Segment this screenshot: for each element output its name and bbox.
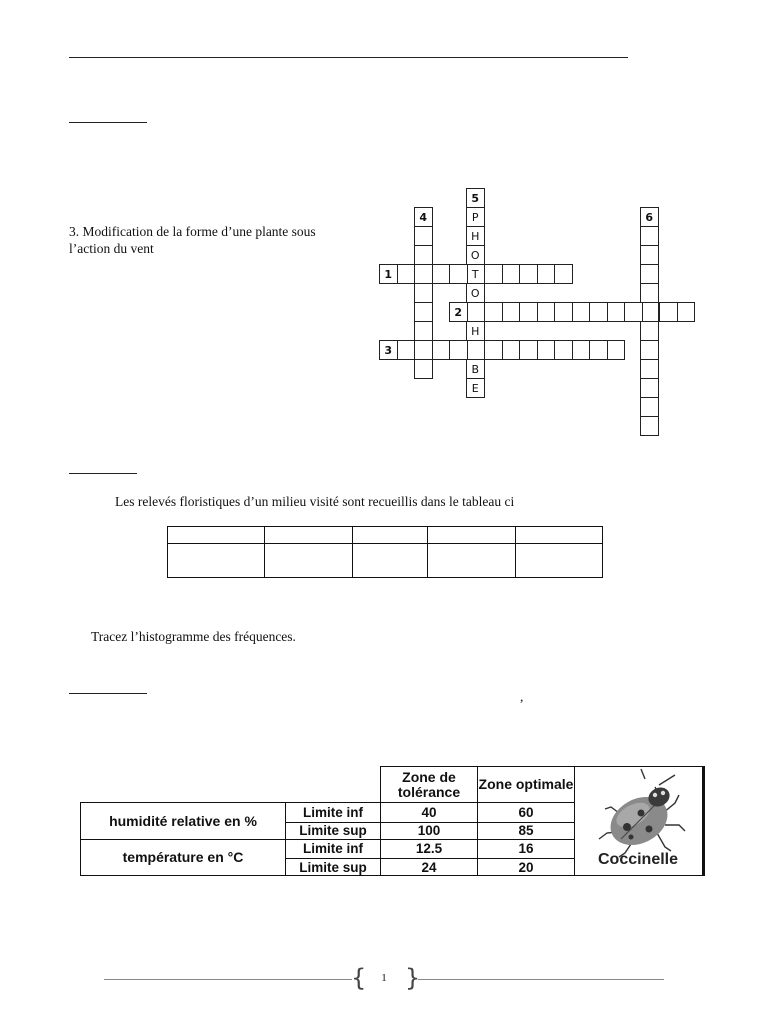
crossword-cell-6 [640,359,659,379]
row-optimale-value: 60 [518,804,534,820]
crossword-cell-2 [607,302,626,322]
row-limit-label: Limite inf [303,804,363,820]
crossword-cell-3 [519,340,538,360]
table-cell [168,527,265,544]
crossword-cell-1 [519,264,538,284]
crossword-cell-6 [640,264,659,284]
row-tolerance-value: 40 [421,804,437,820]
row-tolerance [381,839,478,859]
footer-brace-left-icon: { [351,964,367,992]
header-zone-tolerance-label: Zone de tolérance [397,768,461,800]
crossword-cell-5: O [466,245,485,265]
ladybug-caption: Coccinelle [597,851,679,868]
crossword-cell-5: B [466,359,485,379]
table-header-row [81,767,704,803]
row-tolerance [381,859,478,876]
row-optimale [478,822,575,839]
row-optimale-value: 16 [518,841,534,857]
crossword-cell-6 [640,378,659,398]
row-tolerance-value: 24 [421,859,437,875]
crossword-cell-1 [554,264,573,284]
row-limit-label: Limite sup [299,823,367,838]
section-rule-3 [69,693,147,694]
row-param-label: température en °C [122,849,244,866]
row-optimale [478,839,575,859]
crossword-cell-6 [640,302,659,322]
crossword-cell-1 [432,264,451,284]
crossword-cell-5: E [466,378,485,398]
table-row [168,527,603,544]
title-rule [69,57,628,58]
crossword-cell-4 [414,245,433,265]
crossword-cell-4 [414,226,433,246]
crossword-cell-3 [572,340,591,360]
page-number: 1 [381,972,387,984]
table-cell [353,527,428,544]
crossword-cell-6 [640,283,659,303]
crossword-cell-2 [537,302,556,322]
floristic-table [167,526,603,578]
crossword-cell-2 [484,302,503,322]
row-tolerance [381,803,478,823]
row-limit [286,859,381,876]
crossword-number-2: 2 [449,302,468,322]
floristic-intro: Les relevés floristiques d’un milieu visité sont recueillis dans le tableau ci [115,494,515,509]
crossword-cell-6 [640,416,659,436]
row-param-label: humidité relative en % [109,812,257,829]
crossword-cell-6 [640,340,659,360]
crossword-cell-6 [640,397,659,417]
row-limit-label: Limite sup [299,859,367,875]
header-zone-optimale [478,767,575,803]
crossword-cell-5 [466,340,485,360]
crossword-cell-5: O [466,283,485,303]
table-cell [168,544,265,578]
crossword-cell-6 [640,226,659,246]
header-zone-optimale-label: Zone optimale [478,776,574,792]
table-cell [516,544,603,578]
crossword-cell-4 [414,359,433,379]
footer-line-right [418,979,664,980]
crossword-cell-4 [414,302,433,322]
crossword-cell-1 [397,264,416,284]
crossword-cell-3 [449,340,468,360]
crossword-cell-6 [640,321,659,341]
row-tolerance-value: 100 [417,823,441,838]
crossword-cell-1 [484,264,503,284]
crossword-cell-4 [414,321,433,341]
crossword-cell-4 [414,264,433,284]
table-cell [516,527,603,544]
crossword-clue-3: 3. Modification de la forme d’une plante sous l’action du vent [69,224,316,256]
crossword-number-5: 5 [466,188,485,208]
crossword-cell-2 [624,302,643,322]
crossword-cell-2 [502,302,521,322]
row-limit [286,822,381,839]
row-limit [286,839,381,859]
crossword-cell-5: H [466,321,485,341]
stray-mark: , [520,689,524,704]
table-cell [265,527,353,544]
crossword-cell-5: P [466,207,485,227]
row-tolerance-value: 12.5 [415,841,443,857]
crossword-cell-3 [432,340,451,360]
crossword-cell-3 [589,340,608,360]
table-cell [353,544,428,578]
table-cell [428,527,516,544]
row-optimale [478,859,575,876]
row-optimale [478,803,575,823]
crossword-cell-1 [537,264,556,284]
crossword-cell-2 [659,302,678,322]
crossword-cell-5 [466,302,485,322]
table-cell [265,544,353,578]
crossword-number-4: 4 [414,207,433,227]
crossword-cell-2 [589,302,608,322]
crossword-cell-5: H [466,226,485,246]
crossword-number-6: 6 [640,207,659,227]
crossword-cell-3 [607,340,626,360]
crossword-cell-3 [484,340,503,360]
crossword-cell-2 [554,302,573,322]
section-rule-1 [69,122,147,123]
crossword-cell-2 [519,302,538,322]
ecology-table [80,766,705,876]
crossword-cell-1 [449,264,468,284]
header-zone-tolerance [381,767,478,803]
row-param-humidite [81,803,286,840]
crossword-cell-4 [414,283,433,303]
ladybug-image [575,767,701,875]
crossword-cell-3 [397,340,416,360]
crossword-cell-2 [572,302,591,322]
row-limit-label: Limite inf [303,841,363,857]
ladybug-image-cell [575,767,704,876]
footer-brace-right-icon: } [405,964,421,992]
crossword-cell-5: T [466,264,485,284]
crossword-cell-6 [640,245,659,265]
row-optimale-value: 85 [518,823,534,838]
table-cell [428,544,516,578]
crossword-cell-4 [414,340,433,360]
crossword-cell-3 [502,340,521,360]
row-tolerance [381,822,478,839]
footer-line-left [104,979,352,980]
crossword-number-1: 1 [379,264,398,284]
row-limit [286,803,381,823]
histogram-instruction: Tracez l’histogramme des fréquences. [91,629,296,644]
row-param-temperature [81,839,286,876]
crossword-cell-1 [502,264,521,284]
table-row [168,544,603,578]
crossword-cell-3 [537,340,556,360]
crossword-number-3: 3 [379,340,398,360]
crossword-cell-3 [554,340,573,360]
section-rule-2 [69,473,137,474]
crossword-cell-2 [677,302,696,322]
row-optimale-value: 20 [518,859,534,875]
table-blank-cell [81,767,381,803]
